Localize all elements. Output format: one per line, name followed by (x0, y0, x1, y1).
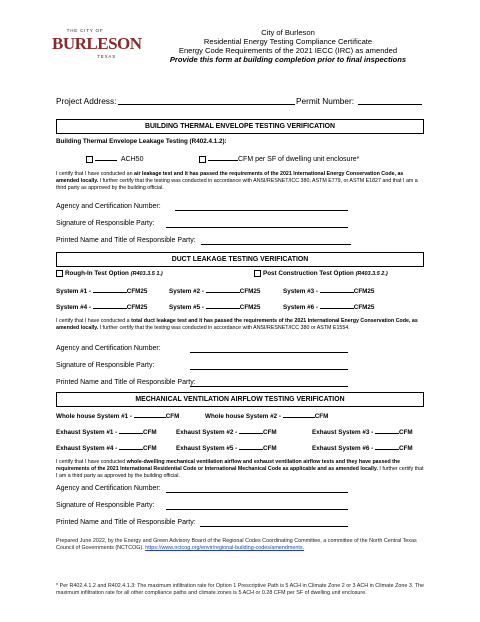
envelope-agency-field[interactable] (175, 210, 348, 211)
envelope-printed-name-label: Printed Name and Title of Responsible Party: (56, 237, 196, 244)
vent-signature-field[interactable] (166, 509, 348, 510)
header-line-4: Provide this form at building completion prior to final inspections (169, 55, 407, 64)
header-line-1: City of Burleson (261, 28, 315, 37)
nctcog-link[interactable]: https://www.nctcog.org/envir/regional-building-codes/amendments. (145, 545, 305, 552)
cfm-per-sf-option[interactable]: CFM per SF of dwelling unit enclosure* (199, 154, 359, 164)
envelope-subtitle: Building Thermal Envelope Leakage Testing (R402.4.1.2): (56, 138, 227, 145)
duct-system-6[interactable]: System #6 - CFM25 (283, 304, 375, 311)
cfm-per-sf-checkbox[interactable] (199, 156, 206, 163)
prepared-by-text: Prepared June 2022, by the Energy and Green Advisory Board of the Regional Codes Coordinating Committee, a committee of the North Central Texas Council of Governments (NCTCOG). https://www.nctcog.org/envir/regional-building-codes/amendments. (56, 538, 417, 552)
vent-printed-name-label: Printed Name and Title of Responsible Party: (56, 519, 196, 526)
exhaust-system-5[interactable]: Exhaust System #5 - CFM (176, 445, 277, 452)
exhaust-system-1[interactable]: Exhaust System #1 - CFM (56, 429, 157, 436)
header-line-2: Residential Energy Testing Compliance Certificate (203, 37, 373, 46)
rough-in-checkbox[interactable] (56, 270, 63, 277)
duct-agency-field[interactable] (190, 352, 348, 353)
vent-signature-label: Signature of Responsible Party: (56, 502, 155, 509)
whole-house-system-2[interactable]: Whole house System #2 - CFM (205, 413, 329, 420)
project-address-field[interactable] (118, 104, 295, 105)
duct-system-1[interactable]: System #1 - CFM25 (56, 288, 148, 295)
ach50-option[interactable]: ACH50 (86, 154, 143, 164)
vent-printed-name-field[interactable] (200, 526, 348, 527)
whole-house-system-1[interactable]: Whole house System #1 - CFM (56, 413, 180, 420)
envelope-certification-text: I certify that I have conducted an air leakage test and it has passed the requirements of the 2021 International Energy Conservation Code, as amended locally. I further certify that the testing was conducted in accordance with ANSI/RESNET/ICC 380, ASTM E779, or ASTM E1827 and that I am a third party as approved by the building official. (56, 171, 418, 192)
infiltration-footnote: * Per R402.4.1.2 and R402.4.1.3: The maximum infiltration rate for Option 1 Prescriptive Path is 5 ACH in Climate Zone 2 or 3 ACH in Climate Zone 3. The maximum infiltration rate for all other compliance paths and climate zones is 5 ACH or 0.28 CFM per SF of dwelling unit enclosure. (56, 583, 425, 597)
ach50-checkbox[interactable] (86, 156, 93, 163)
duct-signature-label: Signature of Responsible Party: (56, 362, 155, 369)
permit-number-label: Permit Number: (296, 96, 355, 106)
exhaust-system-4[interactable]: Exhaust System #4 - CFM (56, 445, 157, 452)
duct-system-5[interactable]: System #5 - CFM25 (169, 304, 261, 311)
duct-agency-label: Agency and Certification Number: (56, 345, 161, 352)
duct-certification-text: I certify that I have conducted a total duct leakage test and it has passed the requirements of the 2021 International Energy Conservation Code, as amended locally. I further certify that the testing was conducted in accordance with ANSI/RESNET/ICC 380 or ASTM E1554. (56, 318, 418, 332)
duct-system-4[interactable]: System #4 - CFM25 (56, 304, 148, 311)
duct-printed-name-label: Printed Name and Title of Responsible Party: (56, 379, 196, 386)
envelope-printed-name-field[interactable] (201, 244, 351, 245)
post-construction-checkbox[interactable] (254, 270, 261, 277)
envelope-signature-field[interactable] (166, 227, 348, 228)
ventilation-certification-text: I certify that I have conducted whole-dwelling mechanical ventilation airflow and exhaust ventilation airflow tests and they have passed the requirements of the 2021 International Residential Code or International Mechanical Code as applicable and as amended locally. I further certify that I am a third party as approved by the building official. (56, 459, 424, 480)
duct-system-3[interactable]: System #3 - CFM25 (283, 288, 375, 295)
project-address-label: Project Address: (56, 96, 117, 106)
duct-system-2[interactable]: System #2 - CFM25 (169, 288, 261, 295)
permit-number-field[interactable] (358, 104, 422, 105)
logo-bottom-text: TEXAS (97, 54, 116, 59)
duct-section-title: DUCT LEAKAGE TESTING VERIFICATION (56, 252, 424, 267)
envelope-signature-label: Signature of Responsible Party: (56, 220, 155, 227)
vent-agency-field[interactable] (166, 492, 348, 493)
duct-signature-field[interactable] (190, 369, 348, 370)
city-logo (52, 28, 142, 70)
ventilation-section-title: MECHANICAL VENTILATION AIRFLOW TESTING VERIFICATION (56, 392, 424, 407)
logo-main-text: BURLESON (52, 34, 142, 53)
duct-printed-name-field[interactable] (190, 386, 348, 387)
post-construction-option[interactable]: Post Construction Test Option (R403.3.5 2.) (254, 270, 388, 278)
envelope-section-title: BUILDING THERMAL ENVELOPE TESTING VERIFICATION (56, 119, 424, 134)
exhaust-system-6[interactable]: Exhaust System #6 - CFM (312, 445, 413, 452)
exhaust-system-3[interactable]: Exhaust System #3 - CFM (312, 429, 413, 436)
vent-agency-label: Agency and Certification Number: (56, 485, 161, 492)
logo-top-text: THE CITY OF (66, 28, 104, 33)
rough-in-option[interactable]: Rough-In Test Option (R403.3.5 1.) (56, 270, 163, 278)
envelope-agency-label: Agency and Certification Number: (56, 203, 161, 210)
header-line-3: Energy Code Requirements of the 2021 IECC (IRC) as amended (178, 46, 398, 55)
exhaust-system-2[interactable]: Exhaust System #2 - CFM (176, 429, 277, 436)
